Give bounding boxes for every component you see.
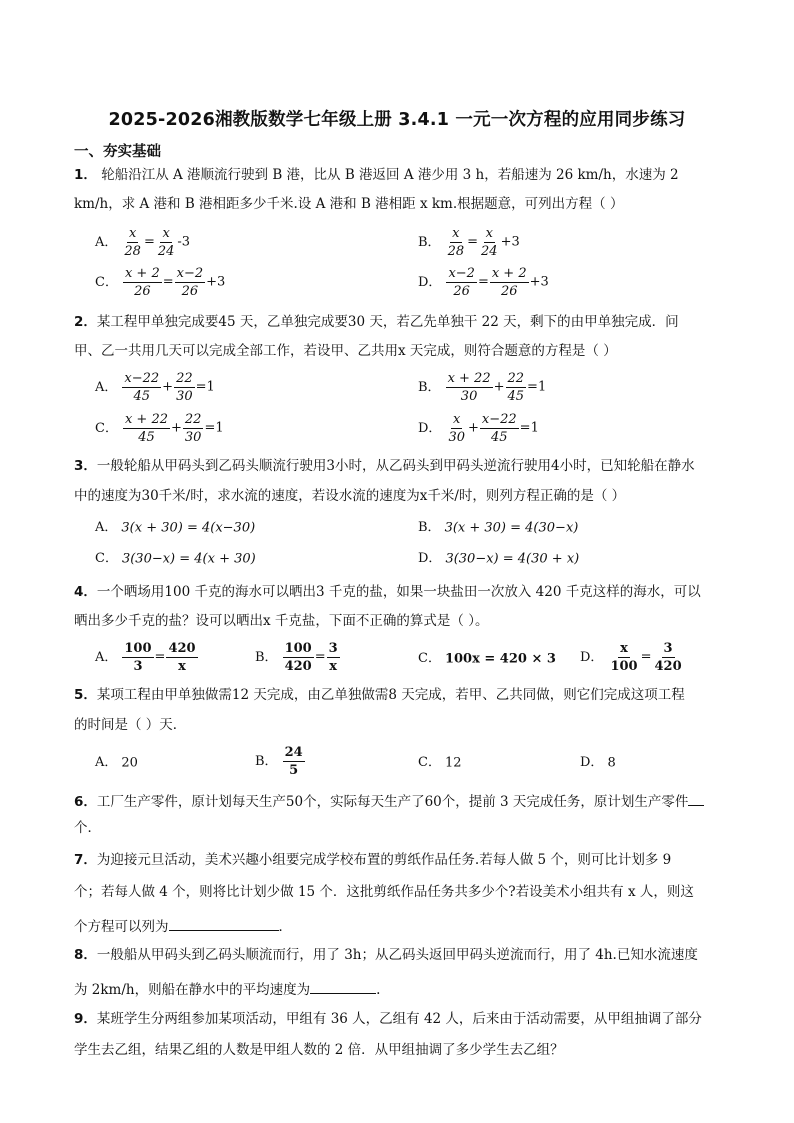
question-number: 3． bbox=[74, 458, 97, 474]
fraction bbox=[480, 412, 519, 445]
numerator: 22 bbox=[184, 412, 202, 427]
numerator: x−22 bbox=[124, 371, 160, 386]
option-label: D． bbox=[418, 274, 442, 290]
fraction bbox=[446, 266, 477, 299]
denominator: 45 bbox=[491, 430, 508, 445]
denominator: 26 bbox=[181, 284, 199, 299]
answer-blank bbox=[310, 979, 376, 994]
numerator: 3 bbox=[328, 641, 338, 656]
operator: + bbox=[170, 420, 182, 436]
option-label: D． bbox=[580, 755, 604, 770]
denominator: x bbox=[178, 659, 186, 674]
question-text-end: . bbox=[376, 982, 381, 998]
answer-blank bbox=[169, 916, 279, 931]
question-1-line-2: km/h，求 A 港和 B 港相距多少千米.设 A 港和 B 港相距 x km.根据题意，可列出方程（ ） bbox=[74, 196, 624, 212]
fraction bbox=[123, 412, 170, 445]
fraction bbox=[283, 641, 314, 674]
numerator: x bbox=[128, 226, 137, 241]
fraction bbox=[446, 226, 467, 259]
expression-rest: =1 bbox=[195, 379, 215, 395]
fraction bbox=[122, 371, 161, 404]
question-6-line-1 bbox=[74, 791, 704, 810]
denominator: 30 bbox=[176, 389, 193, 404]
option-label: C． bbox=[95, 551, 118, 566]
option-value: 20 bbox=[121, 755, 138, 771]
denominator: 30 bbox=[448, 430, 465, 445]
numerator: x + 22 bbox=[124, 412, 168, 427]
question-number: 6． bbox=[74, 794, 97, 810]
expression-rest: =1 bbox=[519, 420, 539, 436]
numerator: x bbox=[485, 226, 493, 241]
question-7-line-3 bbox=[74, 916, 292, 935]
operator: = bbox=[314, 649, 326, 665]
denominator: 30 bbox=[460, 389, 478, 404]
q5-option-c bbox=[418, 755, 462, 772]
q2-option-b bbox=[418, 371, 546, 404]
q5-option-b bbox=[255, 745, 306, 778]
numerator: x + 2 bbox=[124, 266, 160, 281]
option-label: B． bbox=[255, 753, 278, 769]
fraction bbox=[506, 371, 527, 404]
expression-rest: +3 bbox=[206, 274, 226, 290]
section-heading: 一、夯实基础 bbox=[74, 144, 161, 160]
question-9-line-1 bbox=[74, 1011, 702, 1027]
numerator: x bbox=[453, 412, 461, 427]
question-text: 一个晒场用100 千克的海水可以晒出3 千克的盐，如果一块盐田一次放入 420 千克这样的海水，可以 bbox=[96, 584, 701, 600]
numerator: 3 bbox=[663, 641, 673, 656]
question-number: 5． bbox=[74, 687, 97, 703]
denominator: 24 bbox=[481, 244, 498, 259]
fraction bbox=[327, 641, 340, 674]
question-7-line-2: 个；若每人做 4 个，则将比计划少做 15 个．这批剪纸作品任务共多少个?若设美术小组共有 x 人，则这 bbox=[74, 884, 694, 900]
denominator: x bbox=[329, 659, 338, 674]
option-label: D． bbox=[418, 551, 442, 566]
fraction bbox=[122, 226, 143, 259]
question-5-line-2: 的时间是（ ）天． bbox=[74, 717, 187, 733]
operator: = bbox=[467, 234, 479, 250]
option-label: A． bbox=[95, 234, 118, 250]
numerator: x−2 bbox=[176, 266, 204, 281]
q1-option-d bbox=[418, 266, 549, 299]
fraction bbox=[479, 226, 500, 259]
q3-option-a bbox=[95, 520, 255, 537]
fraction bbox=[123, 266, 162, 299]
numerator: 100 bbox=[124, 641, 152, 656]
fraction bbox=[608, 641, 639, 674]
option-label: D． bbox=[418, 420, 442, 436]
option-label: B． bbox=[418, 520, 441, 535]
denominator: 420 bbox=[654, 659, 682, 674]
fraction bbox=[122, 641, 153, 674]
q5-option-a bbox=[95, 755, 138, 772]
expression-rest: =1 bbox=[527, 379, 547, 395]
denominator: 24 bbox=[157, 244, 175, 259]
denominator: 30 bbox=[184, 430, 202, 445]
question-2-line-1 bbox=[74, 314, 679, 330]
q4-option-a bbox=[95, 641, 199, 674]
option-label: C． bbox=[418, 755, 441, 770]
question-text: 一般船从甲码头到乙码头顺流而行，用了 3h；从乙码头返回甲码头逆流而行，用了 4h.已知水流速度 bbox=[96, 947, 698, 963]
question-8-line-2 bbox=[74, 979, 380, 998]
option-label: A． bbox=[95, 755, 118, 770]
option-label: C． bbox=[95, 274, 118, 290]
expression-rest: +3 bbox=[500, 234, 520, 250]
question-3-line-2: 中的速度为30千米/时，求水流的速度，若设水流的速度为x千米/时，则列方程正确的是（ ） bbox=[74, 488, 626, 504]
expression-rest: =1 bbox=[204, 420, 224, 436]
operator: + bbox=[162, 379, 174, 395]
equation: 3(x + 30) = 4(30−x) bbox=[444, 520, 579, 536]
option-label: B． bbox=[418, 234, 441, 250]
numerator: x + 22 bbox=[447, 371, 491, 386]
fraction bbox=[175, 266, 206, 299]
equation: 3(x + 30) = 4(x−30) bbox=[121, 520, 256, 536]
fraction bbox=[446, 371, 493, 404]
denominator: 3 bbox=[133, 659, 143, 674]
denominator: 26 bbox=[453, 284, 470, 299]
denominator: 26 bbox=[134, 284, 151, 299]
numerator: x + 2 bbox=[491, 266, 527, 281]
question-number: 7． bbox=[74, 852, 97, 868]
fraction bbox=[156, 226, 177, 259]
question-3-line-1 bbox=[74, 458, 695, 474]
numerator: 100 bbox=[284, 641, 312, 656]
option-label: C． bbox=[418, 651, 441, 666]
denominator: 5 bbox=[289, 763, 299, 778]
equation: 100x = 420 × 3 bbox=[444, 651, 556, 667]
question-2-line-2: 甲、乙一共用几天可以完成全部工作，若设甲、乙共用x 天完成，则符合题意的方程是（ ） bbox=[74, 343, 617, 359]
denominator: 45 bbox=[507, 389, 525, 404]
fraction bbox=[490, 266, 529, 299]
question-5-line-1 bbox=[74, 687, 685, 703]
numerator: 22 bbox=[507, 371, 525, 386]
option-label: B． bbox=[418, 379, 441, 395]
q3-option-d bbox=[418, 551, 579, 568]
fraction bbox=[174, 371, 195, 404]
fraction bbox=[183, 412, 204, 445]
question-8-line-1 bbox=[74, 947, 698, 963]
option-label: A． bbox=[95, 379, 118, 395]
operator: = bbox=[143, 234, 155, 250]
numerator: x bbox=[452, 226, 460, 241]
question-6-line-2: 个． bbox=[74, 820, 101, 836]
operator: = bbox=[640, 649, 652, 665]
question-number: 9． bbox=[74, 1011, 97, 1027]
denominator: 26 bbox=[500, 284, 518, 299]
question-number: 4． bbox=[74, 584, 97, 600]
operator: + bbox=[493, 379, 505, 395]
numerator: x bbox=[620, 641, 628, 656]
expression-rest: +3 bbox=[529, 274, 549, 290]
option-label: B． bbox=[255, 649, 278, 665]
numerator: x−22 bbox=[481, 412, 517, 427]
q2-option-d bbox=[418, 412, 539, 445]
question-7-line-1 bbox=[74, 852, 671, 868]
question-text: 工厂生产零件，原计划每天生产50个，实际每天生产了60个，提前 3 天完成任务，原计划生产零件 bbox=[96, 794, 689, 810]
option-value: 8 bbox=[607, 755, 616, 771]
q1-option-c bbox=[95, 266, 225, 299]
fraction bbox=[652, 641, 683, 674]
option-label: D． bbox=[580, 649, 604, 665]
fraction bbox=[166, 641, 197, 674]
question-text-end: ． bbox=[278, 919, 292, 935]
operator: + bbox=[467, 420, 479, 436]
numerator: x bbox=[162, 226, 170, 241]
option-label: A． bbox=[95, 520, 118, 535]
question-text: 为迎接元旦活动，美术兴趣小组要完成学校布置的剪纸作品任务.若每人做 5 个，则可比计划多 9 bbox=[96, 852, 672, 868]
denominator: 45 bbox=[133, 389, 151, 404]
expression-rest: -3 bbox=[177, 234, 191, 250]
q1-option-b bbox=[418, 226, 520, 259]
fraction bbox=[283, 745, 305, 778]
question-text: 个方程可以列为 bbox=[74, 919, 169, 935]
q1-option-a bbox=[95, 226, 190, 259]
question-text: 轮船沿江从 A 港顺流行驶到 B 港，比从 B 港返回 A 港少用 3 h，若船速为 26 km/h，水速为 2 bbox=[96, 167, 679, 183]
question-number: 1． bbox=[74, 167, 97, 183]
denominator: 45 bbox=[138, 430, 155, 445]
operator: = bbox=[477, 274, 489, 290]
q2-option-c bbox=[95, 412, 224, 445]
question-text: 某班学生分两组参加某项活动，甲组有 36 人，乙组有 42 人，后来由于活动需要，从甲组抽调了部分 bbox=[96, 1011, 702, 1027]
question-text: 某项工程由甲单独做需12 天完成，由乙单独做需8 天完成，若甲、乙共同做，则它们完成这项工程 bbox=[96, 687, 685, 703]
question-text: 为 2km/h，则船在静水中的平均速度为 bbox=[74, 982, 311, 998]
denominator: 100 bbox=[610, 659, 638, 674]
numerator: 420 bbox=[168, 641, 196, 656]
numerator: 22 bbox=[176, 371, 193, 386]
answer-blank bbox=[688, 791, 704, 806]
q2-option-a bbox=[95, 371, 215, 404]
question-4-line-2: 晒出多少千克的盐？设可以晒出x 千克盐，下面不正确的算式是（ ）。 bbox=[74, 613, 489, 629]
q3-option-b bbox=[418, 520, 578, 537]
question-9-line-2: 学生去乙组，结果乙组的人数是甲组人数的 2 倍．从甲组抽调了多少学生去乙组？ bbox=[74, 1042, 564, 1058]
fraction bbox=[446, 412, 467, 445]
denominator: 420 bbox=[284, 659, 312, 674]
denominator: 28 bbox=[124, 244, 141, 259]
question-text: 一般轮船从甲码头到乙码头顺流行驶用3小时，从乙码头到甲码头逆流行驶用4小时，已知轮船在静水 bbox=[96, 458, 695, 474]
q4-option-c bbox=[418, 651, 556, 668]
option-value: 12 bbox=[444, 755, 462, 771]
equation: 3(30−x) = 4(x + 30) bbox=[121, 551, 256, 567]
q3-option-c bbox=[95, 551, 256, 568]
q4-option-d bbox=[580, 641, 685, 674]
option-label: C． bbox=[95, 420, 118, 436]
denominator: 28 bbox=[447, 244, 465, 259]
question-text: 某工程甲单独完成要45 天，乙单独完成要30 天，若乙先单独干 22 天，剩下的由甲单独完成．问 bbox=[96, 314, 679, 330]
question-number: 8． bbox=[74, 947, 97, 963]
question-4-line-1 bbox=[74, 584, 701, 600]
numerator: 24 bbox=[284, 745, 303, 760]
q5-option-d bbox=[580, 755, 616, 772]
question-1-line-1 bbox=[74, 167, 679, 183]
equation: 3(30−x) = 4(30 + x) bbox=[445, 551, 580, 567]
question-number: 2． bbox=[74, 314, 97, 330]
option-label: A． bbox=[95, 649, 118, 665]
page-title: 2025-2026湘教版数学七年级上册 3.4.1 一元一次方程的应用同步练习 bbox=[108, 110, 686, 130]
operator: = bbox=[154, 649, 166, 665]
q4-option-b bbox=[255, 641, 341, 674]
numerator: x−2 bbox=[448, 266, 475, 281]
operator: = bbox=[162, 274, 174, 290]
